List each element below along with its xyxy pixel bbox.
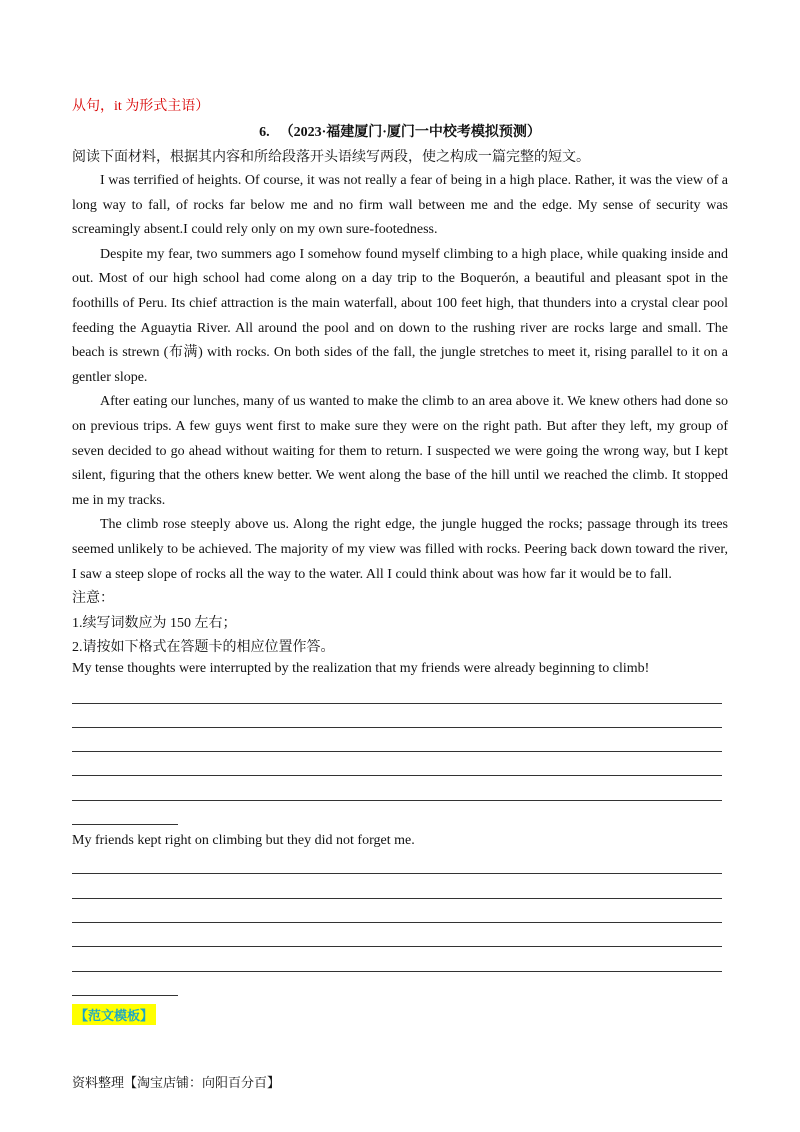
passage-paragraph-1: I was terrified of heights. Of course, it was not really a fear of being in a high place. Rather, it was the view of a long way to fall, of rocks far below me and no firm wall between me and the edge. My sense of security was screamingly absent.I could rely only on my own sure-footedness. <box>72 173 728 238</box>
answer-line[interactable] <box>72 898 722 899</box>
answer-line-short[interactable] <box>72 824 178 825</box>
passage-paragraph-3: After eating our lunches, many of us wanted to make the climb to an area above it. We knew others had done so on previous trips. A few guys went first to make sure they were on the right path. But after they left, my group of seven decided to go ahead without waiting for them to return. I suspected we were going the wrong way, but I kept silent, figuring that the others knew better. We went along the base of the hill until we reached the climb. It stopped me in my tracks. <box>72 394 728 508</box>
passage-paragraph-2: Despite my fear, two summers ago I somehow found myself climbing to a high place, while quaking inside and out. Most of our high school had come along on a day trip to the Boquerón, a beautiful and pleasant spot in the foothills of Peru. Its chief attraction is the main waterfall, about 100 feet high, that thunders into a crystal clear pool feeding the Aguaytia River. All around the pool and on down to the rushing river are rocks large and small. The beach is strewn (布满) with rocks. On both sides of the fall, the jungle stretches to meet it, rising parallel to it on a gentler slope. <box>72 246 728 385</box>
question-title <box>0 121 800 141</box>
answer-line[interactable] <box>72 946 722 947</box>
paragraph-starter-2: My friends kept right on climbing but they did not forget me. <box>72 833 415 848</box>
answer-line[interactable] <box>72 922 722 923</box>
instruction-text: 阅读下面材料，根据其内容和所给段落开头语续写两段，使之构成一篇完整的短文。 <box>72 150 590 165</box>
answer-line[interactable] <box>72 873 722 874</box>
previous-answer-fragment: 从句，it 为形式主语） <box>72 99 210 114</box>
answer-line[interactable] <box>72 751 722 752</box>
answer-line[interactable] <box>72 775 722 776</box>
notes-item-word-count: 1.续写词数应为 150 左右； <box>72 616 237 631</box>
notes-heading: 注意： <box>72 591 114 606</box>
answer-line[interactable] <box>72 971 722 972</box>
answer-line[interactable] <box>72 727 722 728</box>
answer-line[interactable] <box>72 703 722 704</box>
answer-line-short[interactable] <box>72 995 178 996</box>
notes-item-format: 2.请按如下格式在答题卡的相应位置作答。 <box>72 640 335 655</box>
question-number: 6. <box>259 125 270 140</box>
answer-line[interactable] <box>72 800 722 801</box>
paragraph-starter-1: My tense thoughts were interrupted by the realization that my friends were already beginning to climb! <box>72 661 650 676</box>
passage-paragraph-4: The climb rose steeply above us. Along the right edge, the jungle hugged the rocks; passage through its trees seemed unlikely to be achieved. The majority of my view was filled with rocks. Peering back down toward the river, I saw a steep slope of rocks all the way to the water. All I could think about was how far it would be to fall. <box>72 517 728 582</box>
model-essay-tag: 【范文模板】 <box>72 1004 156 1025</box>
passage <box>72 169 728 587</box>
question-source: （2023·福建厦门·厦门一中校考模拟预测） <box>279 125 541 140</box>
footer-source: 资料整理【淘宝店铺：向阳百分百】 <box>72 1076 281 1091</box>
